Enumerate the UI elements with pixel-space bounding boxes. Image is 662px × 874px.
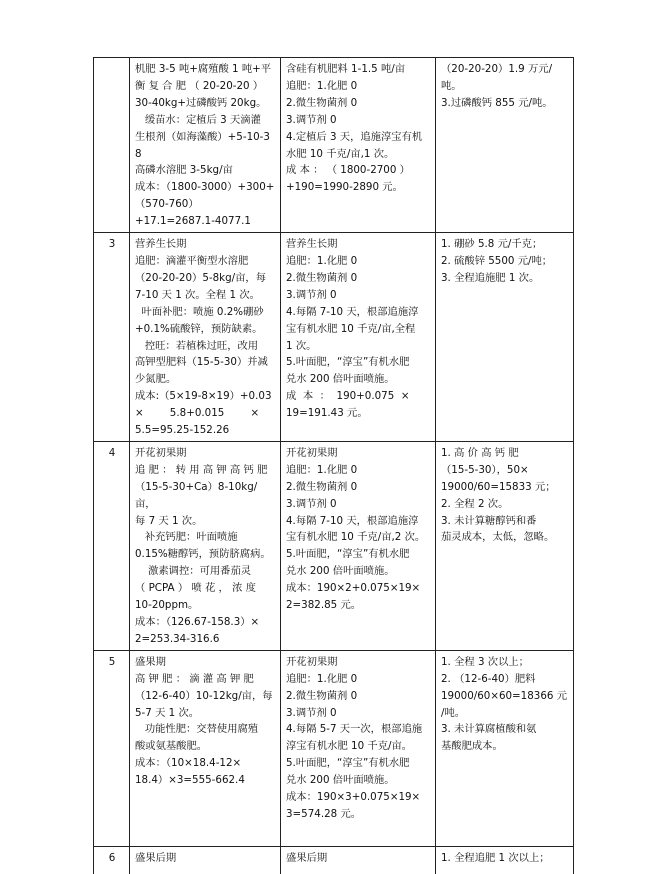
cell-text-line: 盛果后期 [135,851,177,864]
cell-text-line: 含硅有机肥料 1-1.5 吨/亩 [286,63,406,75]
remarks-cell [436,846,574,874]
cell-text-line: 1. 全程追肥 1 次以上； [441,851,550,864]
cell-text-line: +17.1=2687.1-4077.1 [135,215,251,228]
cell-text-line: 兑水 200 倍叶面喷施。 [286,373,395,386]
cell-text-line: 吨。 [441,79,462,92]
remarks-cell [436,441,574,650]
cell-text-line: 激素调控：可用番茄灵 [135,565,252,578]
cell-text-line: 追肥：滴灌平衡型水溶肥 [135,254,249,267]
conventional-fertilizer-cell [130,58,281,233]
cell-text-line: +0.1%硫酸锌，预防缺素。 [135,322,263,335]
cell-text-line: 基酸肥成本。 [441,740,503,753]
cell-text-line: 开花初果期 [135,446,187,459]
cell-text-line: 10-20ppm。 [135,599,199,612]
cell-text-line: 宝有机水肥 10 千克/亩,2 次。 [286,531,426,544]
remarks-cell [436,233,574,442]
cell-text-line: 追 肥 ： 转 用 高 钾 高 钙 肥 [135,463,268,476]
cell-text-line: /吨。 [441,706,466,719]
cell-text-line: 少氮肥。 [135,373,177,386]
cell-text-line: 1 次。 [286,339,317,352]
cell-text-line: 营养生长期 [286,238,338,251]
conventional-fertilizer-cell [130,233,281,442]
organic-fertilizer-cell [281,650,436,846]
cell-text-line: 0.15%糖醇钙，预防脐腐病。 [135,548,271,561]
cell-text-line: 3. 未计算腐植酸和氨 [441,723,537,736]
organic-fertilizer-cell [281,846,436,874]
conventional-fertilizer-cell [130,846,281,874]
cell-text-line: 2. 全程 2 次。 [441,497,509,510]
cell-text-line: 2. 硫酸锌 5500 元/吨； [441,254,553,267]
cell-text-line: 7-10 天 1 次。全程 1 次。 [135,288,260,301]
row-number-cell: 5 [94,650,130,846]
cell-text-line: 成本：190×3+0.075×19× [286,791,421,804]
cell-text-line: 3. 未计算糖醇钙和番 [441,514,537,527]
table-row [94,441,574,650]
cell-text-line: 淳宝有机水肥 10 千克/亩。 [286,740,413,753]
cell-text-line: 开花初果期 [286,655,338,668]
cell-text-line: 19000/60=15833 元； [441,480,556,493]
cell-text-line: 4.每隔 7-10 天，根部追施淳 [286,305,419,318]
cell-text-line: 4.定植后 3 天，追施淳宝有机 [286,130,423,143]
table-row [94,58,574,233]
cell-text-line: （15-5-30），50× [441,463,529,476]
cell-text-line: +190=1990-2890 元。 [286,181,403,194]
cell-text-line: 追肥：1.化肥 0 [286,79,358,92]
cell-text-line: 19000/60×60=18366 元 [441,689,568,702]
cell-text-line: （12-6-40）10-12kg/亩，每 [135,689,273,702]
cell-text-line: 2=253.34-316.6 [135,632,220,645]
cell-text-line: （20-20-20）1.9 万元/ [441,63,553,75]
cell-text-line: 缓苗水：定植后 3 天滴灌 [135,113,261,126]
cell-text-line: 19=191.43 元。 [286,407,368,420]
cell-text-line: 追肥：1.化肥 0 [286,672,358,685]
cell-text-line: 1. 全程 3 次以上； [441,655,529,668]
cell-text-line: 兑水 200 倍叶面喷施。 [286,565,395,578]
cell-text-line: （ PCPA ） 喷 花 ， 浓 度 [135,582,256,595]
remarks-cell [436,650,574,846]
cell-text-line: 高钾型肥料（15-5-30）并减 [135,356,268,369]
cell-text-line: 18.4）×3=555-662.4 [135,774,245,787]
row-number-cell: 6 [94,846,130,874]
cell-text-line: 控旺：若植株过旺，改用 [135,339,259,352]
cell-text-line: 2.微生物菌剂 0 [286,271,358,284]
conventional-fertilizer-cell [130,650,281,846]
remarks-cell [436,58,574,233]
cell-text-line: （570-760） [135,198,199,211]
organic-fertilizer-cell [281,233,436,442]
cell-text-line: （15-5-30+Ca）8-10kg/亩， [135,480,258,510]
cell-text-line: 水肥 10 千克/亩,1 次。 [286,147,395,160]
cell-text-line: 机肥 3-5 吨+腐殖酸 1 吨+平 [135,63,272,75]
cell-text-line: 追肥：1.化肥 0 [286,463,358,476]
cell-text-line: 成本：（10×18.4-12× [135,757,242,770]
cell-text-line: 宝有机水肥 10 千克/亩,全程 [286,322,416,335]
cell-text-line: 4.每隔 7-10 天，根部追施淳 [286,514,419,527]
organic-fertilizer-cell [281,441,436,650]
cell-text-line: 叶面补肥：喷施 0.2%硼砂 [135,305,264,318]
cell-text-line: 茄灵成本，太低，忽略。 [441,531,555,544]
cell-text-line: 3. 全程追施肥 1 次。 [441,271,540,284]
cell-text-line: 5.叶面肥，“淳宝”有机水肥 [286,757,410,770]
cell-text-line: 功能性肥：交替使用腐殖 [135,723,259,736]
cell-text-line: 3.调节剂 0 [286,497,337,510]
cell-text-line: 30-40kg+过磷酸钙 20kg。 [135,96,267,109]
cell-text-line: 5-7 天 1 次。 [135,706,200,719]
cell-text-line: 酸或氨基酸肥。 [135,740,208,753]
cell-text-line: 5.叶面肥，“淳宝”有机水肥 [286,548,410,561]
cell-text-line: 成本：190×2+0.075×19× [286,582,421,595]
cell-text-line: 营养生长期 [135,238,187,251]
table-row [94,846,574,874]
cell-text-line: 1. 高 价 高 钙 肥 [441,446,519,459]
row-number-cell: 4 [94,441,130,650]
table-row [94,650,574,846]
conventional-fertilizer-cell [130,441,281,650]
cell-text-line: 成 本 ： 190+0.075 × [286,390,410,403]
cell-text-line: 高 钾 肥 ： 滴 灌 高 钾 肥 [135,672,254,685]
cell-text-line: 成本：（126.67-158.3）× [135,616,260,628]
cell-text-line: 盛果后期 [286,851,328,864]
cell-text-line: 补充钙肥：叶面喷施 [135,531,238,544]
cell-text-line: 成 本 ： （ 1800-2700 ） [286,164,410,177]
cell-text-line: 追肥：1.化肥 0 [286,254,358,267]
row-number-cell: 3 [94,233,130,442]
cell-text-line: 成本:（5×19-8×19）+0.03 [135,390,272,403]
cell-text-line: × 5.8+0.015 × [135,407,260,420]
cell-text-line: 衡 复 合 肥 （ 20-20-20 ） [135,79,264,92]
cell-text-line: 开花初果期 [286,446,338,459]
cell-text-line: 5.叶面肥，“淳宝”有机水肥 [286,356,410,369]
table-row [94,233,574,442]
cell-text-line: 盛果期 [135,655,166,668]
cell-text-line: 3=574.28 元。 [286,807,362,820]
cell-text-line: 3.调节剂 0 [286,113,337,126]
cell-text-line: 2.微生物菌剂 0 [286,689,358,702]
cell-text-line: 3.调节剂 0 [286,706,337,719]
cell-text-line: 高磷水溶肥 3-5kg/亩 [135,164,233,177]
cell-text-line: 2.微生物菌剂 0 [286,480,358,493]
cell-text-line: 3.过磷酸钙 855 元/吨。 [441,96,553,109]
row-number-cell [94,58,130,233]
cell-text-line: 2=382.85 元。 [286,599,362,612]
cell-text-line: 2. （12-6-40）肥料 [441,672,536,685]
cell-text-line: 生根剂（如海藻酸）+5-10-38 [135,130,270,160]
cell-text-line: 成本：（1800-3000）+300+ [135,181,275,194]
cell-text-line: 3.调节剂 0 [286,288,337,301]
organic-fertilizer-cell [281,58,436,233]
cell-text-line: （20-20-20）5-8kg/亩，每 [135,271,267,284]
cell-text-line: 5.5=95.25-152.26 [135,424,230,437]
cell-text-line: 每 7 天 1 次。 [135,514,203,527]
cell-text-line: 1. 硼砂 5.8 元/千克； [441,238,543,251]
cell-text-line: 兑水 200 倍叶面喷施。 [286,774,395,787]
cell-text-line: 4.每隔 5-7 天一次，根部追施 [286,723,423,736]
cell-text-line: 2.微生物菌剂 0 [286,96,358,109]
fertilizer-comparison-table [93,57,574,874]
